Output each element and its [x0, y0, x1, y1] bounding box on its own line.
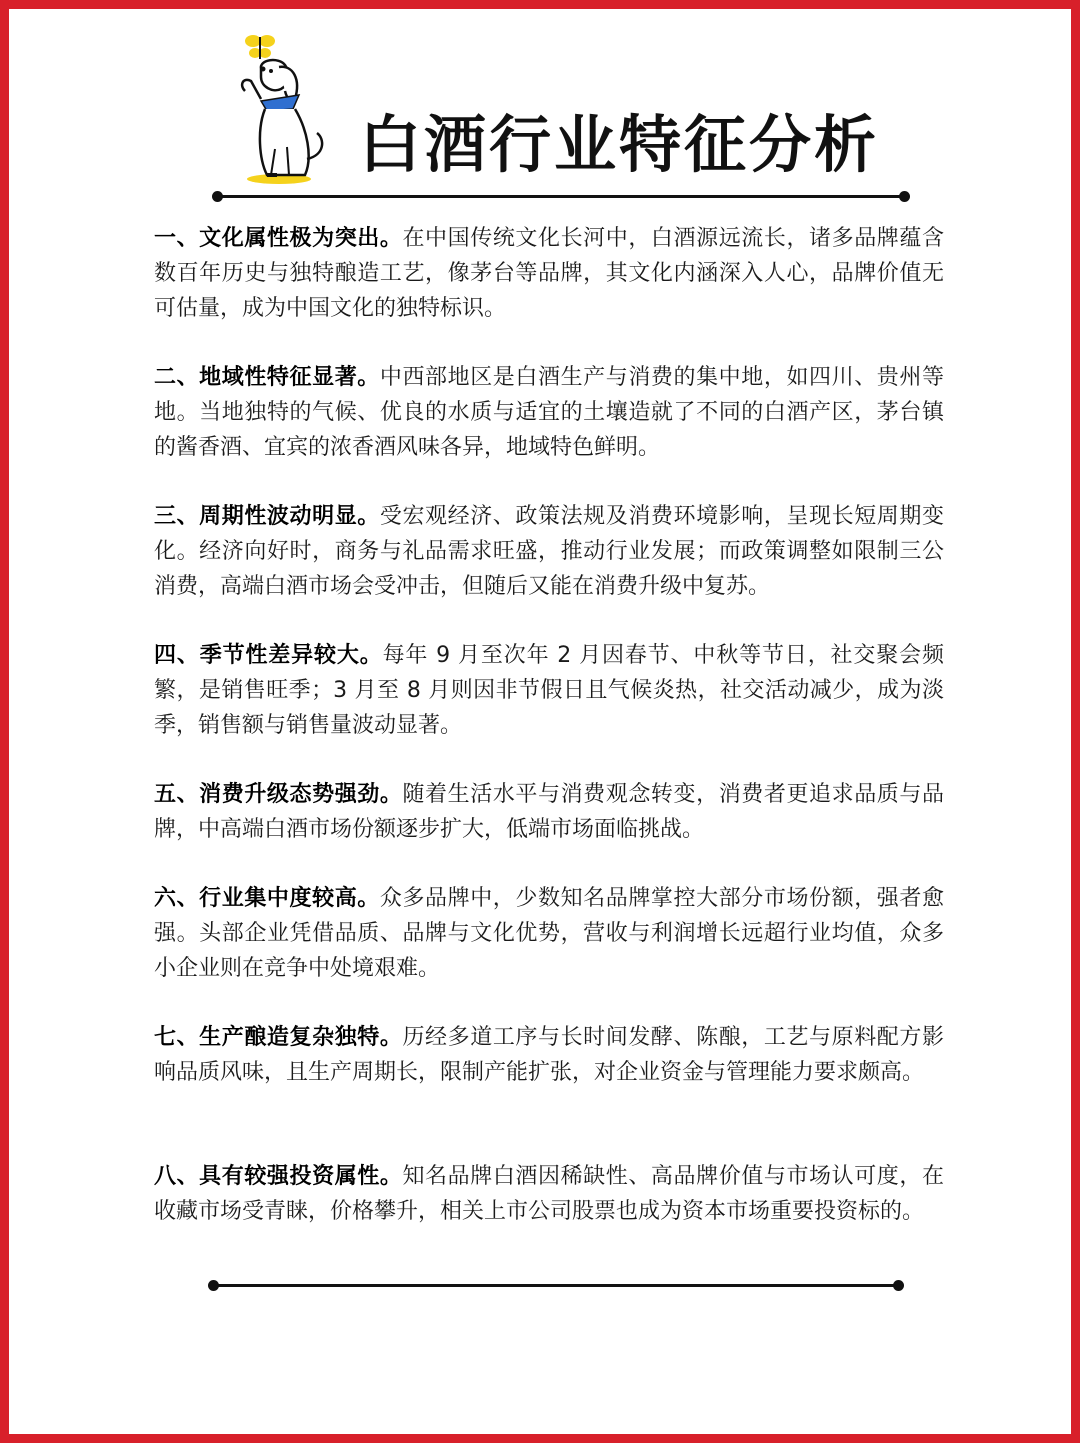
- section-body: 中西部地区是白酒生产与消费的集中地，如四川、贵州等地。当地独特的气候、优良的水质与适宜的土壤造就了不同的白酒产区，茅台镇的酱香酒、宜宾的浓香酒风味各异，地域特色鲜明。: [154, 365, 944, 460]
- page-title: 白酒行业特征分析: [359, 108, 880, 181]
- section-3: [154, 499, 944, 604]
- section-heading: 二、地域性特征显著。: [154, 365, 380, 390]
- section-body: 每年 9 月至次年 2 月因春节、中秋等节日，社交聚会频繁，是销售旺季；3 月至 8 月则因非节假日且气候炎热，社交活动减少，成为淡季，销售额与销售量波动显著。: [154, 643, 944, 738]
- section-body: 随着生活水平与消费观念转变，消费者更追求品质与品牌，中高端白酒市场份额逐步扩大，低端市场面临挑战。: [154, 782, 944, 842]
- top-divider: [217, 195, 905, 198]
- divider-dot-left: [212, 191, 223, 202]
- section-heading: 三、周期性波动明显。: [154, 504, 380, 529]
- section-body: 知名品牌白酒因稀缺性、高品牌价值与市场认可度，在收藏市场受青睐，价格攀升，相关上市公司股票也成为资本市场重要投资标的。: [154, 1164, 944, 1224]
- section-8: [154, 1159, 944, 1229]
- section-heading: 四、季节性差异较大。: [154, 643, 383, 668]
- divider-dot-right: [893, 1280, 904, 1291]
- section-heading: 五、消费升级态势强劲。: [154, 782, 403, 807]
- section-heading: 六、行业集中度较高。: [154, 886, 380, 911]
- section-4: [154, 638, 944, 743]
- section-body: 众多品牌中，少数知名品牌掌控大部分市场份额，强者愈强。头部企业凭借品质、品牌与文化优势，营收与利润增长远超行业均值，众多小企业则在竞争中处境艰难。: [154, 886, 944, 981]
- section-body: 历经多道工序与长时间发酵、陈酿，工艺与原料配方影响品质风味，且生产周期长，限制产能扩张，对企业资金与管理能力要求颇高。: [154, 1025, 944, 1085]
- divider-dot-right: [899, 191, 910, 202]
- section-5: [154, 777, 944, 847]
- section-heading: 七、生产酿造复杂独特。: [154, 1025, 403, 1050]
- section-body: 在中国传统文化长河中，白酒源远流长，诸多品牌蕴含数百年历史与独特酿造工艺，像茅台等品牌，其文化内涵深入人心，品牌价值无可估量，成为中国文化的独特标识。: [154, 226, 944, 321]
- bottom-divider: [213, 1284, 899, 1287]
- divider-dot-left: [208, 1280, 219, 1291]
- section-body: 受宏观经济、政策法规及消费环境影响，呈现长短周期变化。经济向好时，商务与礼品需求旺盛，推动行业发展；而政策调整如限制三公消费，高端白酒市场会受冲击，但随后又能在消费升级中复苏。: [154, 504, 944, 599]
- section-heading: 八、具有较强投资属性。: [154, 1164, 403, 1189]
- section-1: [154, 221, 944, 326]
- section-6: [154, 881, 944, 986]
- section-2: [154, 360, 944, 465]
- dog-with-butterfly-icon: [231, 29, 331, 189]
- section-heading: 一、文化属性极为突出。: [154, 226, 403, 251]
- section-7: [154, 1020, 944, 1090]
